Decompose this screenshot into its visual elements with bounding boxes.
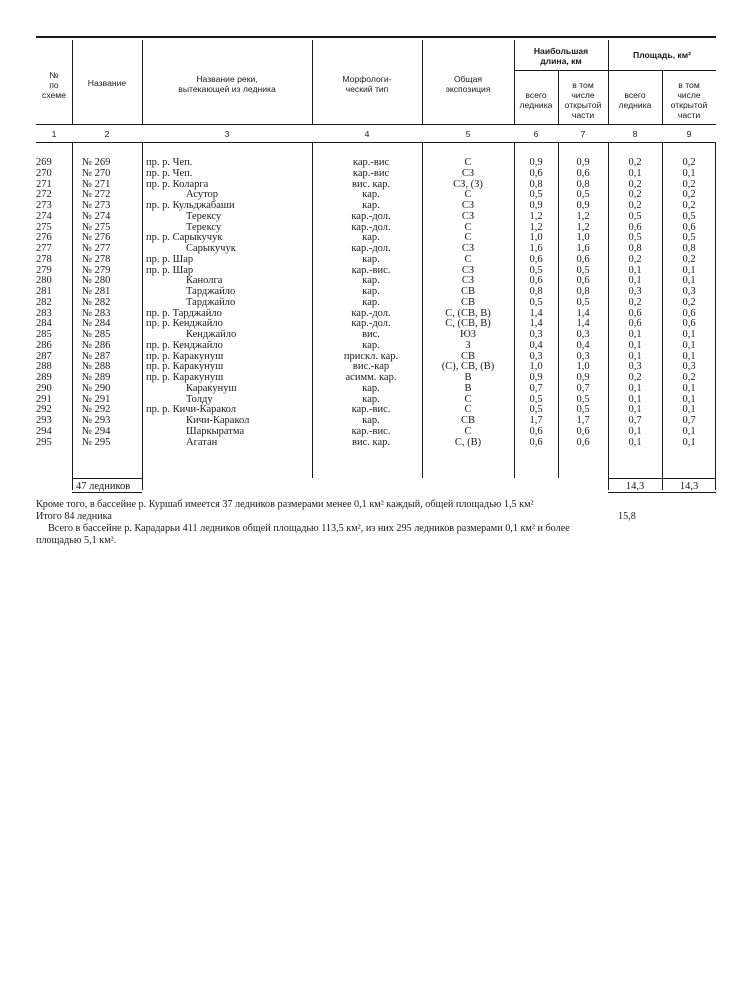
cell-scheme-number: 292 bbox=[36, 404, 52, 416]
cell-exposition: СЗ bbox=[461, 200, 475, 211]
cell-exposition: СВ bbox=[460, 286, 475, 297]
cell-scheme-number: 291 bbox=[36, 393, 52, 405]
cell-scheme-number: 284 bbox=[36, 318, 52, 330]
group-header-rule bbox=[514, 70, 716, 71]
cell-river: Кичи-Каракол bbox=[186, 415, 250, 426]
cell-glacier-name: № 281 bbox=[82, 286, 111, 297]
table-top-rule bbox=[36, 36, 716, 38]
cell-length-open: 0,5 bbox=[576, 189, 590, 201]
cell-glacier-name: № 278 bbox=[82, 253, 111, 265]
table-row bbox=[36, 212, 716, 223]
column-number: 4 bbox=[364, 129, 370, 139]
cell-glacier-name: № 295 bbox=[82, 436, 111, 448]
cell-area-total: 0,1 bbox=[628, 425, 642, 437]
cell-glacier-name: № 283 bbox=[82, 307, 111, 319]
header-area-total: всего ледника bbox=[618, 90, 652, 110]
table-row bbox=[36, 438, 716, 449]
cell-length-total: 0,7 bbox=[529, 382, 543, 394]
cell-area-total: 0,7 bbox=[628, 415, 642, 426]
cell-area-total: 0,5 bbox=[628, 210, 642, 222]
cell-glacier-name: № 275 bbox=[82, 221, 111, 233]
cell-length-total: 0,5 bbox=[529, 404, 543, 416]
cell-area-open: 0,6 bbox=[682, 318, 696, 330]
cell-glacier-name: № 282 bbox=[82, 296, 111, 308]
cell-area-total: 0,5 bbox=[628, 232, 642, 244]
cell-glacier-name: № 277 bbox=[82, 243, 111, 254]
cell-glacier-name: № 284 bbox=[82, 318, 111, 330]
cell-length-total: 0,5 bbox=[529, 264, 543, 276]
cell-scheme-number: 287 bbox=[36, 350, 52, 362]
cell-river: Каракунуш bbox=[186, 382, 237, 394]
cell-morph-type: кар.-дол. bbox=[351, 307, 391, 319]
cell-glacier-name: № 274 bbox=[82, 210, 111, 222]
cell-glacier-name: № 285 bbox=[82, 329, 111, 340]
cell-river: Толду bbox=[186, 393, 213, 405]
cell-area-total: 0,2 bbox=[628, 189, 642, 201]
cell-morph-type: кар. bbox=[362, 382, 380, 394]
cell-river: Терексу bbox=[186, 221, 222, 233]
cell-river: пр. р. Кичи-Каракол bbox=[146, 404, 236, 416]
cell-glacier-name: № 288 bbox=[82, 361, 111, 373]
cell-morph-type: кар.-вис. bbox=[351, 264, 391, 276]
cell-river: пр. р. Шар bbox=[146, 264, 194, 276]
cell-river: пр. р. Каракунуш bbox=[146, 350, 224, 362]
cell-exposition: (С), СВ, (В) bbox=[441, 361, 495, 373]
cell-morph-type: кар. bbox=[362, 393, 380, 405]
cell-length-open: 0,5 bbox=[576, 296, 590, 308]
cell-length-open: 0,6 bbox=[576, 275, 590, 287]
cell-length-total: 0,4 bbox=[529, 339, 543, 351]
cell-length-open: 1,4 bbox=[576, 318, 590, 330]
cell-river: Канолга bbox=[186, 275, 223, 287]
cell-morph-type: кар. bbox=[362, 253, 380, 265]
cell-area-open: 0,3 bbox=[682, 361, 696, 373]
cell-length-total: 0,9 bbox=[529, 372, 543, 383]
cell-morph-type: кар. bbox=[362, 189, 380, 201]
cell-river: пр. р. Шар bbox=[146, 253, 194, 265]
cell-glacier-name: № 280 bbox=[82, 275, 111, 287]
cell-exposition: ЮЗ bbox=[459, 329, 477, 340]
cell-glacier-name: № 269 bbox=[82, 157, 111, 168]
cell-river: пр. р. Каракунуш bbox=[146, 361, 224, 373]
cell-glacier-name: № 289 bbox=[82, 372, 111, 383]
cell-area-open: 0,7 bbox=[682, 415, 696, 426]
cell-exposition: СЗ bbox=[461, 243, 475, 254]
cell-glacier-name: № 271 bbox=[82, 178, 111, 190]
cell-morph-type: прискл. кар. bbox=[343, 350, 399, 362]
cell-area-open: 0,2 bbox=[682, 296, 696, 308]
cell-river: Тарджайло bbox=[186, 296, 236, 308]
table-row bbox=[36, 255, 716, 266]
cell-length-open: 0,5 bbox=[576, 264, 590, 276]
header-scheme-number: № по схеме bbox=[42, 70, 66, 100]
cell-exposition: СВ bbox=[460, 350, 475, 362]
cell-scheme-number: 286 bbox=[36, 339, 52, 351]
total-area-open: 14,3 bbox=[679, 481, 699, 492]
cell-morph-type: вис. bbox=[362, 329, 380, 340]
cell-area-total: 0,1 bbox=[628, 350, 642, 362]
cell-morph-type: кар.-вис. bbox=[351, 425, 391, 437]
cell-area-open: 0,1 bbox=[682, 167, 696, 179]
cell-morph-type: кар.-дол. bbox=[351, 221, 391, 233]
cell-area-total: 0,2 bbox=[628, 253, 642, 265]
cell-scheme-number: 283 bbox=[36, 307, 52, 319]
cell-scheme-number: 294 bbox=[36, 425, 52, 437]
cell-length-open: 1,4 bbox=[576, 307, 590, 319]
cell-length-total: 0,6 bbox=[529, 253, 543, 265]
cell-river: пр. р. Чеп. bbox=[146, 157, 193, 168]
cell-area-open: 0,2 bbox=[682, 189, 696, 201]
cell-scheme-number: 271 bbox=[36, 178, 52, 190]
cell-morph-type: вис.-кар bbox=[352, 361, 390, 373]
cell-area-total: 0,1 bbox=[628, 275, 642, 287]
footnote bbox=[36, 499, 716, 547]
header-length-open: в том числе открытой части bbox=[564, 80, 602, 120]
cell-exposition: В bbox=[464, 382, 472, 394]
cell-scheme-number: 285 bbox=[36, 329, 52, 340]
cell-exposition: С bbox=[464, 253, 472, 265]
cell-morph-type: асимм. кар. bbox=[345, 372, 397, 383]
cell-length-total: 1,2 bbox=[529, 221, 543, 233]
cell-morph-type: кар.-вис. bbox=[351, 404, 391, 416]
cell-morph-type: кар. bbox=[362, 275, 380, 287]
cell-area-total: 0,1 bbox=[628, 382, 642, 394]
cell-glacier-name: № 290 bbox=[82, 382, 111, 394]
cell-glacier-name: № 292 bbox=[82, 404, 111, 416]
footnote-total-value: 15,8 bbox=[618, 511, 636, 522]
cell-length-total: 1,4 bbox=[529, 318, 543, 330]
column-number: 5 bbox=[465, 129, 471, 139]
header-exposition: Общая экспозиция bbox=[445, 74, 491, 94]
cell-glacier-name: № 287 bbox=[82, 350, 111, 362]
cell-length-open: 0,6 bbox=[576, 436, 590, 448]
cell-area-open: 0,2 bbox=[682, 200, 696, 211]
cell-area-open: 0,5 bbox=[682, 232, 696, 244]
column-number: 7 bbox=[580, 129, 586, 139]
table-row bbox=[36, 384, 716, 395]
header-area-group: Площадь, км² bbox=[633, 50, 691, 60]
cell-river: пр. р. Чеп. bbox=[146, 167, 193, 179]
cell-area-total: 0,2 bbox=[628, 200, 642, 211]
cell-scheme-number: 275 bbox=[36, 221, 52, 233]
cell-area-open: 0,8 bbox=[682, 243, 696, 254]
cell-exposition: СЗ, (З) bbox=[453, 178, 483, 190]
cell-exposition: С bbox=[464, 425, 472, 437]
cell-river: пр. р. Каракунуш bbox=[146, 372, 224, 383]
cell-exposition: С bbox=[464, 393, 472, 405]
cell-length-open: 1,0 bbox=[576, 361, 590, 373]
cell-area-open: 0,1 bbox=[682, 264, 696, 276]
cell-length-open: 0,3 bbox=[576, 329, 590, 340]
cell-morph-type: кар. bbox=[362, 232, 380, 244]
header-length-total: всего ледника bbox=[519, 90, 553, 110]
table-row bbox=[36, 298, 716, 309]
cell-glacier-name: № 293 bbox=[82, 415, 111, 426]
cell-length-total: 0,6 bbox=[529, 425, 543, 437]
cell-glacier-name: № 273 bbox=[82, 200, 111, 211]
cell-length-total: 1,0 bbox=[529, 232, 543, 244]
cell-exposition: С bbox=[464, 404, 472, 416]
cell-scheme-number: 288 bbox=[36, 361, 52, 373]
cell-length-open: 0,9 bbox=[576, 157, 590, 168]
cell-length-total: 1,0 bbox=[529, 361, 543, 373]
cell-length-total: 1,4 bbox=[529, 307, 543, 319]
cell-exposition: С, (В) bbox=[454, 436, 482, 448]
cell-area-open: 0,5 bbox=[682, 210, 696, 222]
cell-area-open: 0,6 bbox=[682, 307, 696, 319]
cell-morph-type: кар. bbox=[362, 296, 380, 308]
cell-scheme-number: 295 bbox=[36, 436, 52, 448]
cell-length-open: 0,6 bbox=[576, 425, 590, 437]
cell-area-total: 0,1 bbox=[628, 436, 642, 448]
cell-morph-type: кар. bbox=[362, 339, 380, 351]
cell-scheme-number: 289 bbox=[36, 372, 52, 383]
cell-length-open: 1,2 bbox=[576, 221, 590, 233]
column-number: 6 bbox=[533, 129, 539, 139]
cell-exposition: С, (СВ, В) bbox=[445, 318, 491, 330]
footnote-line: площадью 5,1 км². bbox=[36, 535, 117, 546]
cell-scheme-number: 278 bbox=[36, 253, 52, 265]
cell-length-open: 0,9 bbox=[576, 200, 590, 211]
header-name: Название bbox=[87, 78, 127, 88]
footnote-line: Всего в бассейне р. Карадарьи 411 ледников общей площадью 113,5 км², из них 295 ледников размерами 0,1 км² и более bbox=[48, 523, 570, 534]
cell-area-open: 0,1 bbox=[682, 393, 696, 405]
cell-glacier-name: № 291 bbox=[82, 393, 111, 405]
cell-glacier-name: № 272 bbox=[82, 189, 111, 201]
cell-length-open: 0,9 bbox=[576, 372, 590, 383]
footnote-line: Кроме того, в бассейне р. Куршаб имеется 37 ледников размерами менее 0,1 км² каждый, общей площадью 1,5 км² bbox=[36, 499, 534, 510]
cell-area-open: 0,1 bbox=[682, 329, 696, 340]
subtotal-rule bbox=[608, 478, 716, 479]
cell-exposition: СЗ bbox=[461, 275, 475, 287]
header-river: Название реки, вытекающей из ледника bbox=[178, 74, 276, 94]
cell-exposition: С bbox=[464, 232, 472, 244]
cell-area-open: 0,2 bbox=[682, 178, 696, 190]
table-row bbox=[36, 341, 716, 352]
cell-area-open: 0,2 bbox=[682, 372, 696, 383]
cell-river: Агатан bbox=[186, 436, 218, 448]
header-area-open: в том числе открытой части bbox=[670, 80, 708, 120]
cell-area-open: 0,1 bbox=[682, 425, 696, 437]
cell-length-open: 0,4 bbox=[576, 339, 590, 351]
cell-morph-type: кар.-дол. bbox=[351, 318, 391, 330]
cell-length-total: 0,3 bbox=[529, 350, 543, 362]
cell-morph-type: кар.-вис bbox=[352, 167, 390, 179]
cell-area-open: 0,1 bbox=[682, 350, 696, 362]
total-count: 47 ледников bbox=[76, 481, 131, 492]
cell-scheme-number: 270 bbox=[36, 167, 52, 179]
cell-area-total: 0,1 bbox=[628, 329, 642, 340]
cell-exposition: В bbox=[464, 372, 472, 383]
cell-area-open: 0,6 bbox=[682, 221, 696, 233]
cell-scheme-number: 269 bbox=[36, 157, 52, 168]
cell-length-total: 1,2 bbox=[529, 210, 543, 222]
cell-length-open: 0,5 bbox=[576, 404, 590, 416]
cell-length-open: 0,6 bbox=[576, 167, 590, 179]
cell-exposition: С bbox=[464, 157, 472, 168]
totals-bottom-rule bbox=[608, 492, 716, 493]
cell-morph-type: кар. bbox=[362, 200, 380, 211]
cell-length-open: 0,7 bbox=[576, 382, 590, 394]
cell-area-total: 0,2 bbox=[628, 178, 642, 190]
cell-glacier-name: № 279 bbox=[82, 264, 111, 276]
cell-river: пр. р. Коларга bbox=[146, 178, 209, 190]
cell-river: Сарыкучук bbox=[186, 243, 236, 254]
cell-area-open: 0,1 bbox=[682, 404, 696, 416]
cell-area-total: 0,6 bbox=[628, 318, 642, 330]
cell-length-total: 0,3 bbox=[529, 329, 543, 340]
cell-glacier-name: № 276 bbox=[82, 232, 111, 244]
cell-length-total: 0,9 bbox=[529, 157, 543, 168]
cell-length-total: 1,7 bbox=[529, 415, 543, 426]
cell-length-open: 0,6 bbox=[576, 253, 590, 265]
cell-morph-type: вис. кар. bbox=[352, 436, 390, 448]
cell-length-total: 0,5 bbox=[529, 189, 543, 201]
cell-length-total: 0,5 bbox=[529, 296, 543, 308]
cell-exposition: СЗ bbox=[461, 264, 475, 276]
cell-morph-type: кар.-вис bbox=[352, 157, 390, 168]
cell-glacier-name: № 286 bbox=[82, 339, 111, 351]
cell-morph-type: кар.-дол. bbox=[351, 210, 391, 222]
cell-river: Кенджайло bbox=[186, 329, 237, 340]
cell-river: пр. р. Кульджабаши bbox=[146, 200, 235, 211]
cell-area-open: 0,1 bbox=[682, 275, 696, 287]
cell-area-total: 0,2 bbox=[628, 372, 642, 383]
cell-river: Терексу bbox=[186, 210, 222, 222]
cell-exposition: С bbox=[464, 221, 472, 233]
cell-morph-type: вис. кар. bbox=[352, 178, 390, 190]
cell-exposition: СВ bbox=[460, 415, 475, 426]
cell-area-total: 0,8 bbox=[628, 243, 642, 254]
footnote-total-label: Итого 84 ледника bbox=[36, 511, 112, 522]
cell-scheme-number: 279 bbox=[36, 264, 52, 276]
table-body bbox=[36, 158, 716, 448]
cell-area-open: 0,1 bbox=[682, 436, 696, 448]
header-bottom-rule bbox=[36, 124, 716, 125]
cell-river: Тарджайло bbox=[186, 286, 236, 297]
cell-scheme-number: 274 bbox=[36, 210, 52, 222]
cell-scheme-number: 277 bbox=[36, 243, 52, 254]
cell-area-total: 0,2 bbox=[628, 296, 642, 308]
cell-area-total: 0,1 bbox=[628, 339, 642, 351]
cell-river: пр. р. Сарыкучук bbox=[146, 232, 223, 244]
cell-scheme-number: 276 bbox=[36, 232, 52, 244]
cell-scheme-number: 290 bbox=[36, 382, 52, 394]
cell-exposition: С, (СВ, В) bbox=[445, 307, 491, 319]
cell-scheme-number: 272 bbox=[36, 189, 52, 201]
cell-length-total: 0,8 bbox=[529, 178, 543, 190]
cell-exposition: СВ bbox=[460, 296, 475, 308]
cell-scheme-number: 273 bbox=[36, 200, 52, 211]
cell-glacier-name: № 270 bbox=[82, 167, 111, 179]
cell-scheme-number: 282 bbox=[36, 296, 52, 308]
cell-area-open: 0,1 bbox=[682, 339, 696, 351]
cell-length-total: 0,6 bbox=[529, 436, 543, 448]
cell-exposition: СЗ bbox=[461, 167, 475, 179]
total-area: 14,3 bbox=[625, 481, 645, 492]
cell-area-total: 0,3 bbox=[628, 286, 642, 297]
cell-length-open: 0,3 bbox=[576, 350, 590, 362]
cell-exposition: СЗ bbox=[461, 210, 475, 222]
cell-area-total: 0,6 bbox=[628, 307, 642, 319]
cell-length-open: 0,8 bbox=[576, 286, 590, 297]
cell-area-open: 0,1 bbox=[682, 382, 696, 394]
cell-length-total: 1,6 bbox=[529, 243, 543, 254]
cell-length-total: 0,8 bbox=[529, 286, 543, 297]
column-number: 8 bbox=[632, 129, 638, 139]
cell-river: пр. р. Тарджайло bbox=[146, 307, 222, 319]
cell-area-total: 0,2 bbox=[628, 157, 642, 168]
cell-length-total: 0,6 bbox=[529, 167, 543, 179]
column-number: 2 bbox=[104, 129, 110, 139]
cell-river: Шаркыратма bbox=[186, 425, 245, 437]
cell-area-total: 0,1 bbox=[628, 393, 642, 405]
cell-morph-type: кар.-дол. bbox=[351, 243, 391, 254]
column-number: 1 bbox=[51, 129, 57, 139]
cell-area-open: 0,2 bbox=[682, 157, 696, 168]
cell-area-total: 0,1 bbox=[628, 167, 642, 179]
cell-area-open: 0,2 bbox=[682, 253, 696, 265]
cell-length-open: 1,6 bbox=[576, 243, 590, 254]
cell-scheme-number: 293 bbox=[36, 415, 52, 426]
cell-length-total: 0,6 bbox=[529, 275, 543, 287]
cell-glacier-name: № 294 bbox=[82, 425, 111, 437]
header-length-group: Наибольшая длина, км bbox=[533, 46, 589, 66]
cell-river: пр. р. Кенджайло bbox=[146, 318, 223, 330]
column-number: 9 bbox=[686, 129, 692, 139]
table-row bbox=[36, 169, 716, 180]
footnote-total-line bbox=[36, 511, 716, 523]
cell-area-total: 0,3 bbox=[628, 361, 642, 373]
cell-area-total: 0,1 bbox=[628, 264, 642, 276]
totals-bottom-rule bbox=[72, 492, 142, 493]
cell-area-total: 0,6 bbox=[628, 221, 642, 233]
cell-length-open: 1,7 bbox=[576, 415, 590, 426]
cell-exposition: С bbox=[464, 189, 472, 201]
table-row bbox=[36, 427, 716, 438]
cell-scheme-number: 280 bbox=[36, 275, 52, 287]
cell-length-open: 0,8 bbox=[576, 178, 590, 190]
cell-river: пр. р. Кенджайло bbox=[146, 339, 223, 351]
cell-length-total: 0,9 bbox=[529, 200, 543, 211]
column-number: 3 bbox=[224, 129, 230, 139]
cell-morph-type: кар. bbox=[362, 415, 380, 426]
header-morph-type: Морфологи- ческий тип bbox=[342, 74, 392, 94]
cell-length-total: 0,5 bbox=[529, 393, 543, 405]
cell-scheme-number: 281 bbox=[36, 286, 52, 297]
subtotal-rule bbox=[72, 478, 142, 479]
cell-length-open: 0,5 bbox=[576, 393, 590, 405]
cell-river: Асутор bbox=[186, 189, 219, 201]
cell-area-total: 0,1 bbox=[628, 404, 642, 416]
cell-exposition: З bbox=[465, 339, 471, 351]
cell-morph-type: кар. bbox=[362, 286, 380, 297]
cell-length-open: 1,0 bbox=[576, 232, 590, 244]
column-numbers-rule bbox=[36, 142, 716, 143]
cell-area-open: 0,3 bbox=[682, 286, 696, 297]
cell-length-open: 1,2 bbox=[576, 210, 590, 222]
